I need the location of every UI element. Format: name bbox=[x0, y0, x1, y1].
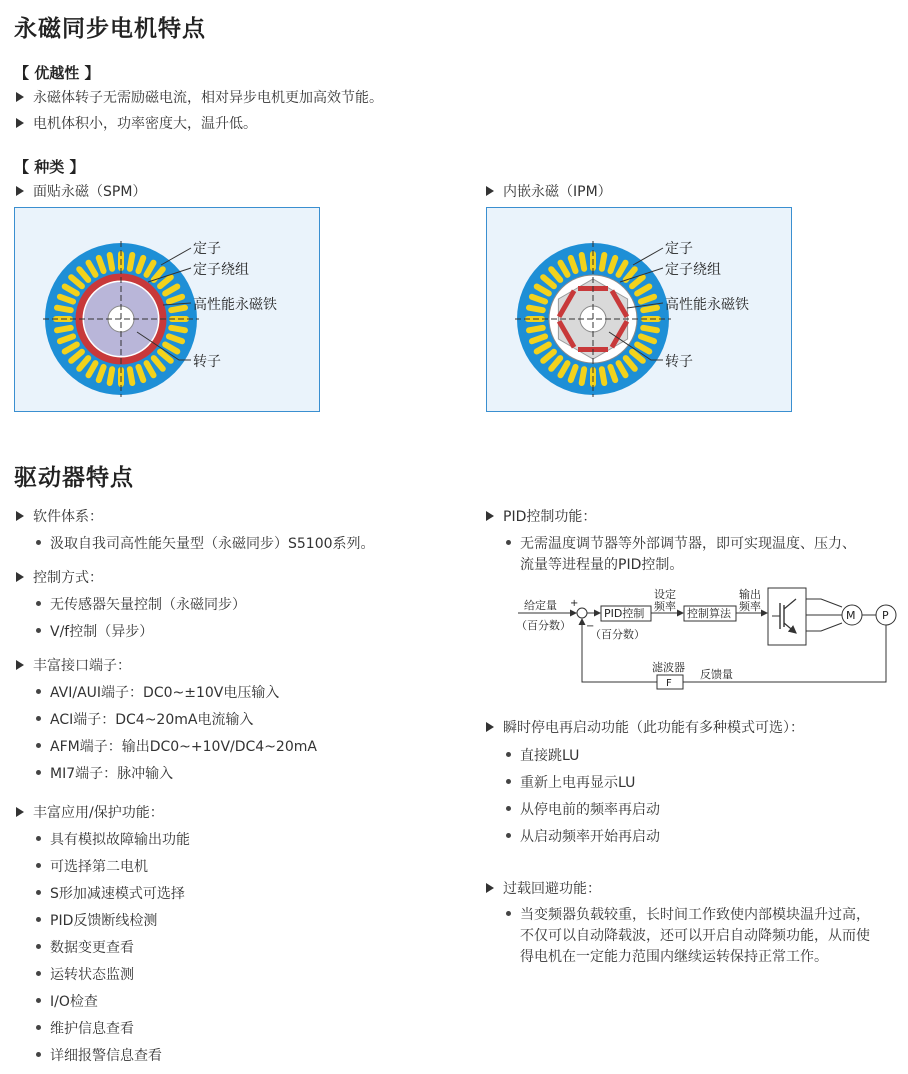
set-freq-label-1: 设定 bbox=[654, 588, 676, 601]
drive-section-title: 驱动器特点 bbox=[14, 465, 134, 491]
label-winding: 定子绕组 bbox=[665, 262, 721, 278]
bullet-dot-icon bbox=[506, 779, 511, 784]
bullet-dot-icon bbox=[36, 836, 41, 841]
svg-text:M: M bbox=[846, 609, 856, 622]
advantage-item: 电机体积小，功率密度大，温升低。 bbox=[16, 114, 257, 134]
terminals-heading: 丰富接口端子： bbox=[16, 656, 131, 676]
bullet-triangle-icon bbox=[16, 572, 24, 582]
given-label: 给定量 bbox=[524, 599, 557, 612]
list-item: I/O检查 bbox=[36, 992, 98, 1012]
label-rotor: 转子 bbox=[193, 354, 221, 370]
list-item: 运转状态监测 bbox=[36, 965, 134, 985]
bullet-dot-icon bbox=[36, 770, 41, 775]
bullet-dot-icon bbox=[36, 1052, 41, 1057]
list-item: 维护信息查看 bbox=[36, 1019, 134, 1039]
bullet-triangle-icon bbox=[486, 511, 494, 521]
set-freq-label-2: 频率 bbox=[654, 600, 676, 613]
svg-text:控制算法: 控制算法 bbox=[687, 607, 731, 620]
overload-description: 当变频器负载较重，长时间工作致使内部模块温升过高， 不仅可以自动降载波，还可以开启自动降频功能，从而使 得电机在一定能力范围内继续运转保持正常工作。 bbox=[506, 905, 906, 968]
bullet-triangle-icon bbox=[486, 186, 494, 196]
bullet-dot-icon bbox=[36, 716, 41, 721]
bullet-dot-icon bbox=[36, 1025, 41, 1030]
control-mode-heading: 控制方式： bbox=[16, 568, 103, 588]
plus-sign: + bbox=[570, 598, 579, 609]
bullet-dot-icon bbox=[36, 863, 41, 868]
bullet-dot-icon bbox=[36, 540, 41, 545]
bullet-dot-icon bbox=[36, 971, 41, 976]
bullet-dot-icon bbox=[506, 806, 511, 811]
overload-heading: 过载回避功能： bbox=[486, 879, 601, 899]
label-magnet: 高性能永磁铁 bbox=[665, 297, 749, 313]
list-item: ACI端子：DC4~20mA电流输入 bbox=[36, 710, 253, 730]
list-item: 重新上电再显示LU bbox=[506, 773, 635, 793]
bullet-triangle-icon bbox=[486, 722, 494, 732]
ipm-label: 内嵌永磁（IPM） bbox=[486, 182, 612, 202]
bullet-dot-icon bbox=[36, 917, 41, 922]
label-stator: 定子 bbox=[193, 241, 221, 257]
spm-label: 面贴永磁（SPM） bbox=[16, 182, 146, 202]
motor-section-title: 永磁同步电机特点 bbox=[14, 16, 206, 42]
bullet-dot-icon bbox=[36, 944, 41, 949]
list-item: 从停电前的频率再启动 bbox=[506, 800, 660, 820]
list-item: 从启动频率开始再启动 bbox=[506, 827, 660, 847]
advantages-heading: 【 优越性 】 bbox=[14, 64, 100, 82]
summing-junction bbox=[577, 608, 587, 618]
svg-text:P: P bbox=[882, 609, 889, 622]
bullet-dot-icon bbox=[506, 833, 511, 838]
label-rotor: 转子 bbox=[665, 354, 693, 370]
software-heading: 软件体系： bbox=[16, 507, 103, 527]
advantage-item: 永磁体转子无需励磁电流，相对异步电机更加高效节能。 bbox=[16, 88, 383, 108]
spm-diagram bbox=[14, 207, 320, 412]
list-item: AFM端子：输出DC0~+10V/DC4~20mA bbox=[36, 737, 317, 757]
bullet-triangle-icon bbox=[16, 92, 24, 102]
out-freq-label-1: 输出 bbox=[739, 588, 761, 601]
svg-text:PID控制: PID控制 bbox=[604, 607, 645, 620]
restart-heading: 瞬时停电再启动功能（此功能有多种模式可选）： bbox=[486, 718, 804, 738]
bullet-triangle-icon bbox=[16, 186, 24, 196]
bullet-triangle-icon bbox=[16, 118, 24, 128]
list-item: 数据变更查看 bbox=[36, 938, 134, 958]
pid-heading: PID控制功能： bbox=[486, 507, 596, 527]
bullet-triangle-icon bbox=[16, 511, 24, 521]
bullet-dot-icon bbox=[506, 540, 511, 545]
bullet-dot-icon bbox=[36, 743, 41, 748]
svg-text:F: F bbox=[666, 678, 672, 689]
label-stator: 定子 bbox=[665, 241, 693, 257]
list-item: 具有模拟故障输出功能 bbox=[36, 830, 190, 850]
label-magnet: 高性能永磁铁 bbox=[193, 297, 277, 313]
pid-block-diagram bbox=[508, 585, 904, 695]
list-item: MI7端子：脉冲输入 bbox=[36, 764, 173, 784]
list-item: 直接跳LU bbox=[506, 746, 579, 766]
bullet-dot-icon bbox=[36, 998, 41, 1003]
out-freq-label-2: 频率 bbox=[739, 600, 761, 613]
bullet-triangle-icon bbox=[16, 807, 24, 817]
label-winding: 定子绕组 bbox=[193, 262, 249, 278]
list-item: 无传感器矢量控制（永磁同步） bbox=[36, 595, 246, 615]
bullet-dot-icon bbox=[506, 752, 511, 757]
pid-pct-label: （百分数） bbox=[590, 628, 645, 641]
pid-description: 无需温度调节器等外部调节器，即可实现温度、压力、 流量等进程量的PID控制。 bbox=[506, 534, 906, 576]
ipm-diagram bbox=[486, 207, 792, 412]
protection-heading: 丰富应用/保护功能： bbox=[16, 803, 164, 823]
bullet-triangle-icon bbox=[486, 883, 494, 893]
list-item: S形加减速模式可选择 bbox=[36, 884, 185, 904]
types-heading: 【 种类 】 bbox=[14, 158, 85, 176]
given-pct-label: （百分数） bbox=[516, 619, 571, 632]
filter-label: 滤波器 bbox=[652, 661, 685, 674]
list-item: 详细报警信息查看 bbox=[36, 1046, 162, 1066]
feedback-label: 反馈量 bbox=[700, 668, 733, 681]
list-item: 汲取自我司高性能矢量型（永磁同步）S5100系列。 bbox=[36, 534, 375, 554]
bullet-dot-icon bbox=[36, 601, 41, 606]
bullet-dot-icon bbox=[36, 628, 41, 633]
bullet-dot-icon bbox=[36, 689, 41, 694]
list-item: AVI/AUI端子：DC0~±10V电压输入 bbox=[36, 683, 279, 703]
bullet-triangle-icon bbox=[16, 660, 24, 670]
bullet-dot-icon bbox=[36, 890, 41, 895]
list-item: 可选择第二电机 bbox=[36, 857, 148, 877]
bullet-dot-icon bbox=[506, 911, 511, 916]
list-item: V/f控制（异步） bbox=[36, 622, 153, 642]
minus-sign: − bbox=[586, 621, 595, 632]
list-item: PID反馈断线检测 bbox=[36, 911, 157, 931]
